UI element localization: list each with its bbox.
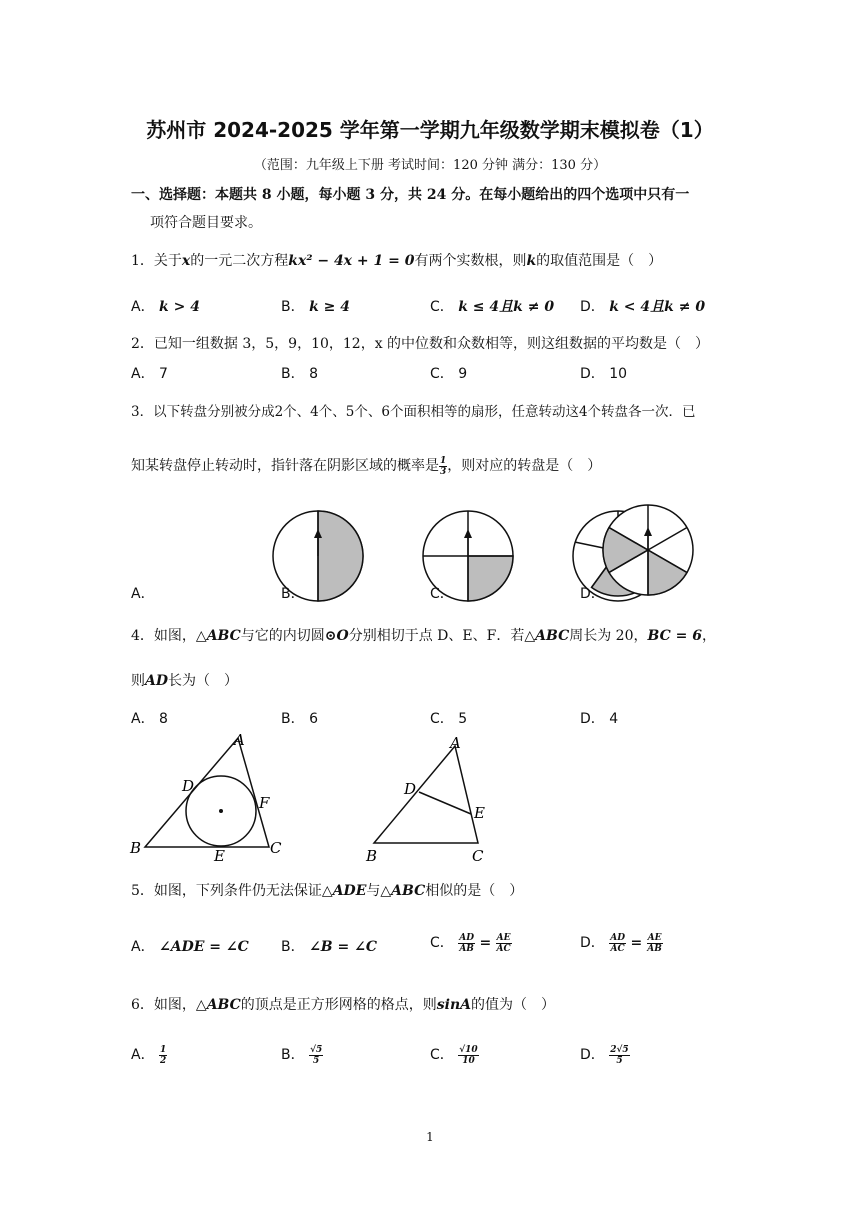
q3-label-a: A．	[131, 586, 155, 602]
q5-option-a: A． ∠ADE = ∠C	[131, 939, 249, 955]
q5-option-b: B． ∠B = ∠C	[281, 939, 377, 955]
fig1-label-a: A	[234, 731, 245, 749]
q4-option-a: A． 8	[131, 711, 168, 727]
q1-var-x: x	[181, 253, 191, 269]
q1-post: 有两个实数根，则	[414, 253, 527, 269]
page-number: 1	[426, 1130, 434, 1144]
exam-info: （范围：九年级上下册 考试时间：120 分钟 满分：130 分）	[253, 158, 607, 173]
q1-option-c: C． k ≤ 4且k ≠ 0	[430, 299, 555, 315]
q2-option-b: B． 8	[281, 366, 318, 382]
section-heading	[131, 184, 689, 204]
question-1-stem	[131, 250, 662, 270]
q2-option-a: A． 7	[131, 366, 168, 382]
question-3-line2: 知某转盘停止转动时，指针落在阴影区域的概率是 $\frac{1}{3}$ ，则对应的转盘是（ ）	[131, 455, 602, 477]
q2-option-c: C． 9	[430, 366, 468, 382]
q1-option-b: B． k ≥ 4	[281, 299, 350, 315]
page-title: 苏州市 2024-2025 学年第一学期九年级数学期末模拟卷（1）	[146, 118, 714, 142]
q6-option-c: C． $\frac{√10}{10}$	[430, 1044, 478, 1066]
q2-option-d: D． 10	[580, 366, 628, 382]
q1-mid: 的一元二次方程	[190, 253, 289, 269]
q4-option-c: C． 5	[430, 711, 468, 727]
q1-pre: 1．关于	[131, 253, 182, 269]
similar-triangles-figure	[360, 728, 500, 868]
fig1-label-c: C	[270, 839, 282, 857]
q3-label-d: D．	[580, 586, 605, 602]
q6-option-b: B． $\frac{√5}{5}$	[281, 1044, 323, 1066]
fig2-label-b: B	[366, 847, 378, 865]
question-5-stem: 5．如图，下列条件仍无法保证△ADE与△ABC相似的是（ ）	[131, 883, 524, 899]
q3-label-b: B．	[281, 586, 305, 602]
q1-option-d: D． k < 4且k ≠ 0	[580, 299, 706, 315]
fig2-label-a: A	[450, 734, 461, 752]
fig2-label-e: E	[474, 804, 485, 822]
fig1-label-d: D	[182, 777, 195, 795]
spinner-d-figure	[590, 500, 700, 610]
q6-option-a: A． $\frac{1}{2}$	[131, 1044, 167, 1066]
question-3-line1: 3．以下转盘分别被分成2个、4个、5个、6个面积相等的扇形，任意转动这4个转盘各一次．已	[131, 404, 696, 420]
q3-fraction: $\frac{1}{3}$	[440, 455, 447, 477]
q1-end: 的取值范围是（ ）	[536, 253, 663, 269]
question-4-line1: 4．如图，△ABC与它的内切圆⊙O分别相切于点 D、E、F．若△ABC周长为 20，BC = 6，	[131, 628, 716, 644]
fig1-label-f: F	[259, 794, 270, 812]
section-line2: 项符合题目要求。	[150, 215, 262, 231]
q4-option-d: D． 4	[580, 711, 619, 727]
q1-equation: kx² − 4x + 1 = 0	[288, 253, 415, 269]
fig1-label-b: B	[130, 839, 142, 857]
incircle-figure	[125, 728, 295, 868]
q1-option-a: A． k > 4	[131, 299, 200, 315]
question-6-stem: 6．如图，△ABC的顶点是正方形网格的格点，则sinA的值为（ ）	[131, 997, 556, 1013]
question-2-stem: 2．已知一组数据 3，5，9，10，12，x 的中位数和众数相等，则这组数据的平均数是（ ）	[131, 336, 710, 352]
q3-label-c: C．	[430, 586, 454, 602]
q1-var-k: k	[526, 253, 537, 269]
fig2-label-c: C	[472, 847, 484, 865]
question-4-line2: 则AD长为（ ）	[131, 673, 239, 689]
fig1-label-e: E	[214, 847, 225, 865]
q4-option-b: B． 6	[281, 711, 318, 727]
fig2-label-d: D	[404, 780, 417, 798]
section-line1: 一、选择题：本题共 8 小题，每小题 3 分，共 24 分。在每小题给出的四个选项中只有一	[131, 187, 690, 203]
q5-option-d: D． $\frac{AD}{AC}$ = $\frac{AE}{AB}$	[580, 932, 662, 954]
q5-option-c: C． $\frac{AD}{AB}$ = $\frac{AE}{AC}$	[430, 932, 511, 954]
q6-option-d: D． $\frac{2√5}{5}$	[580, 1044, 629, 1066]
